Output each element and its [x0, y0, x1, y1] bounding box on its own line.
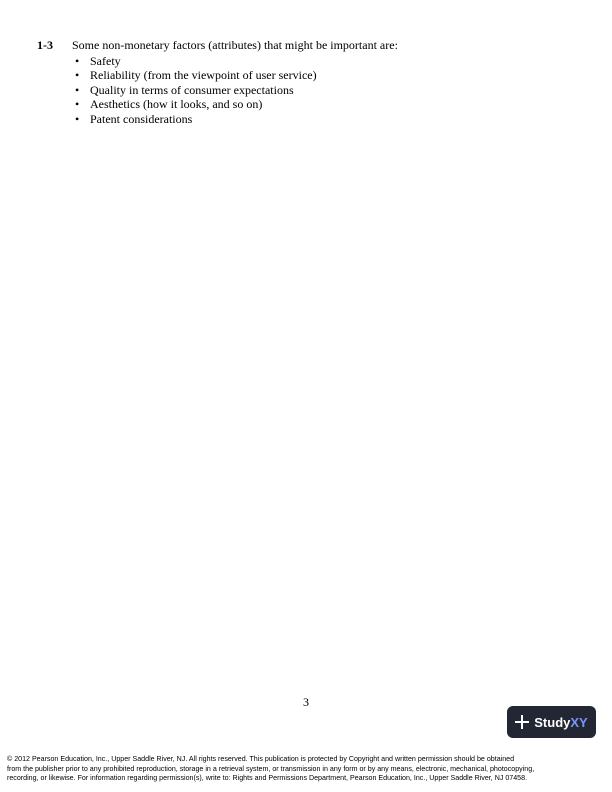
bullet-icon: •	[75, 68, 80, 83]
list-item-text: Quality in terms of consumer expectations	[90, 82, 294, 97]
list-item-text: Patent considerations	[90, 111, 193, 126]
page-number: 3	[303, 695, 309, 709]
list-item-text: Safety	[90, 54, 121, 68]
badge-brand-end: XY	[570, 714, 588, 730]
list-item	[75, 83, 577, 97]
footer-line: from the publisher prior to any prohibited reproduction, storage in a retrieval system, or transmission in any form or by any means, electronic, mechanical, photocopying,	[7, 764, 535, 773]
list-item-text: Reliability (from the viewpoint of user service)	[90, 68, 317, 83]
bullet-icon: •	[75, 111, 80, 126]
bullet-icon: •	[75, 97, 80, 112]
copyright-footer	[7, 755, 607, 784]
problem-header	[37, 38, 577, 52]
footer-line: © 2012 Pearson Education, Inc., Upper Saddle River, NJ. All rights reserved. This publication is protected by Copyright and written permission should be obtained	[7, 755, 515, 763]
list-item-text: Aesthetics (how it looks, and so on)	[90, 97, 263, 112]
studyxy-badge[interactable]	[507, 706, 596, 738]
bullet-icon: •	[75, 82, 80, 97]
list-item	[75, 68, 577, 82]
attribute-list	[37, 54, 577, 126]
list-item	[75, 54, 577, 68]
badge-brand	[534, 715, 587, 730]
plus-icon	[515, 715, 529, 729]
problem-block	[37, 38, 577, 126]
problem-number: 1-3	[37, 38, 53, 52]
problem-lead-text: Some non-monetary factors (attributes) that might be important are:	[72, 38, 398, 52]
badge-brand-start: Study	[534, 714, 571, 730]
bullet-icon: •	[75, 54, 80, 68]
list-item	[75, 112, 577, 126]
footer-line: recording, or likewise. For information regarding permission(s), write to: Rights and Permissions Department, Pearson Education, Inc., Upper Saddle River, NJ 07458.	[7, 774, 528, 783]
list-item	[75, 97, 577, 111]
